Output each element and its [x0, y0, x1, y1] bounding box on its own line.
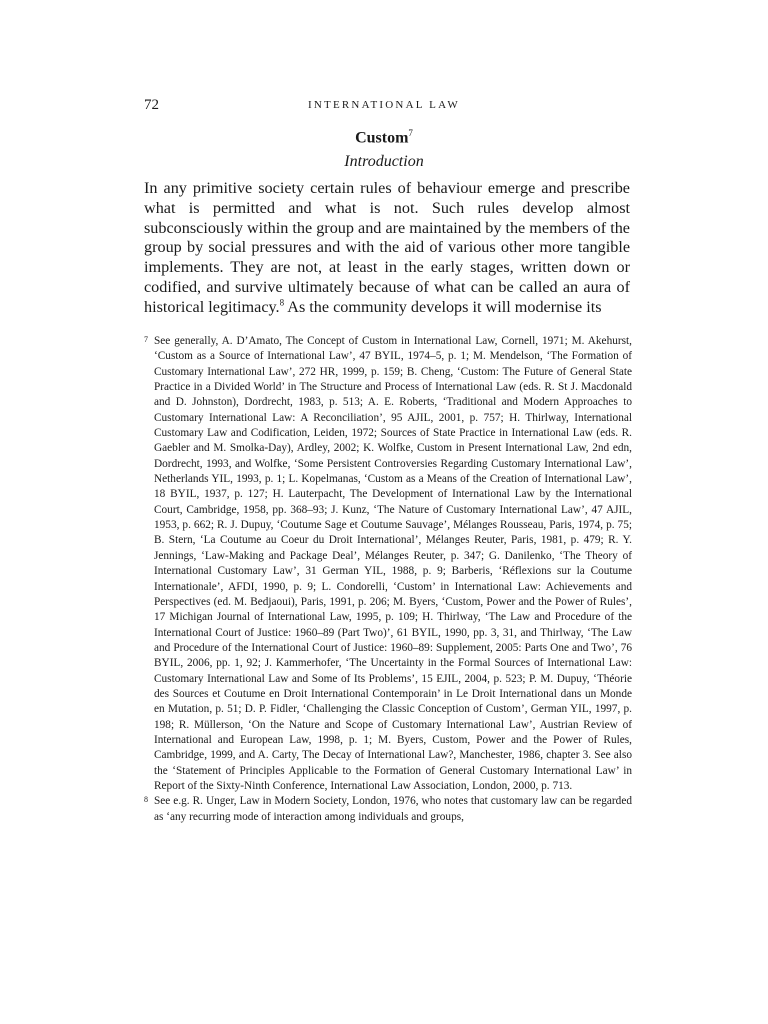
footnote-7 — [144, 334, 632, 794]
footnotes — [144, 334, 632, 825]
footnote-text: See generally, A. D’Amato, The Concept of Custom in International Law, Cornell, 1971; M. Akehurst, ‘Custom as a Source of International Law’, 47 BYIL, 1974–5, p. 1; M. Mendelson, ‘The Formation of Customary International Law’, 272 HR, 1999, p. 159; B. Cheng, ‘Custom: The Future of General State Practice in a Divided World’ in The Structure and Process of International Law (eds. R. St J. Macdonald and D. Johnston), Dordrecht, 1983, p. 513; A. E. Roberts, ‘Traditional and Modern Approaches to Customary International Law: A Reconciliation’, 95 AJIL, 2001, p. 757; H. Thirlway, International Customary Law and Codification, Leiden, 1972; Sources of State Practice in International Law (eds. R. Gaebler and M. Smolka-Day), Ardley, 2002; K. Wolfke, Custom in Present International Law, 2nd edn, Dordrecht, 1993, and Wolfke, ‘Some Persistent Controversies Regarding Customary International Law’, Netherlands YIL, 1993, p. 1; L. Kopelmanas, ‘Custom as a Means of the Creation of International Law’, 18 BYIL, 1937, p. 127; H. Lauterpacht, The Development of International Law by the International Court, Cambridge, 1958, pp. 368–93; J. Kunz, ‘The Nature of Customary International Law’, 47 AJIL, 1953, p. 662; R. J. Dupuy, ‘Coutume Sage et Coutume Sauvage’, Mélanges Rousseau, Paris, 1974, p. 75; B. Stern, ‘La Coutume au Coeur du Droit International’, Mélanges Reuter, Paris, 1981, p. 479; R. Y. Jennings, ‘Law-Making and Package Deal’, Mélanges Reuter, p. 347; G. Danilenko, ‘The Theory of International Customary Law’, 31 German YIL, 1988, p. 9; Barberis, ‘Réflexions sur la Coutume Internationale’, AFDI, 1990, p. 9; L. Condorelli, ‘Custom’ in International Law: Achievements and Perspectives (ed. M. Bedjaoui), Paris, 1991, p. 206; M. Byers, ‘Custom, Power and the Power of Rules’, 17 Michigan Journal of International Law, 1995, p. 109; H. Thirlway, ‘The Law and Procedure of the International Court of Justice: 1960–89 (Part Two)’, 61 BYIL, 1990, pp. 3, 31, and Thirlway, ‘The Law and Procedure of the International Court of Justice: 1960–89: Supplement, 2005: Parts One and Two’, 76 BYIL, 2006, pp. 1, 92; J. Kammerhofer, ‘The Uncertainty in the Formal Sources of International Law: Customary International Law and Some of Its Problems’, 15 EJIL, 2004, p. 523; P. M. Dupuy, ‘Théorie des Sources et Coutume en Droit International Contemporain’ in Le Droit International dans un Monde en Mutation, p. 51; D. P. Fidler, ‘Challenging the Classic Conception of Custom’, German YIL, 1997, p. 198; R. Müllerson, ‘On the Nature and Scope of Customary International Law’, Austrian Review of International and European Law, 1998, p. 1; M. Byers, Custom, Power and the Power of Rules, Cambridge, 1999, and A. Carty, The Decay of International Law?, Manchester, 1986, chapter 3. See also the ‘Statement of Principles Applicable to the Formation of General Customary International Law’ in Report of the Sixty-Ninth Conference, International Law Association, London, 2000, p. 713. — [154, 335, 632, 792]
footnote-number: 7 — [144, 335, 148, 344]
body-paragraph — [144, 179, 630, 318]
subsection-title: Introduction — [344, 153, 424, 170]
body-text-part1: In any primitive society certain rules of behaviour emerge and prescribe what is permitted and what is not. Such rules develop almost subconsciously within the group and are maintained by the members of the group by social pressures and with the aid of various other more tangible implements. They are not, at least in the early stages, written down or codified, and survive ultimately because of what can be called an aura of historical legitimacy. — [144, 179, 630, 316]
footnote-text: See e.g. R. Unger, Law in Modern Society, London, 1976, who notes that customary law can be regarded as ‘any recurring mode of interaction among individuals and groups, — [154, 795, 632, 823]
page-number: 72 — [144, 97, 159, 113]
body-text-part2: As the community develops it will modernise its — [284, 297, 602, 316]
running-head: INTERNATIONAL LAW — [308, 99, 460, 111]
footnote-reference-8: 8 — [279, 297, 285, 308]
footnote-number: 8 — [144, 795, 148, 805]
footnote-8 — [144, 794, 632, 825]
section-title-text: Custom — [355, 129, 409, 147]
footnote-reference-7: 7 — [408, 128, 413, 138]
section-title — [0, 128, 768, 147]
